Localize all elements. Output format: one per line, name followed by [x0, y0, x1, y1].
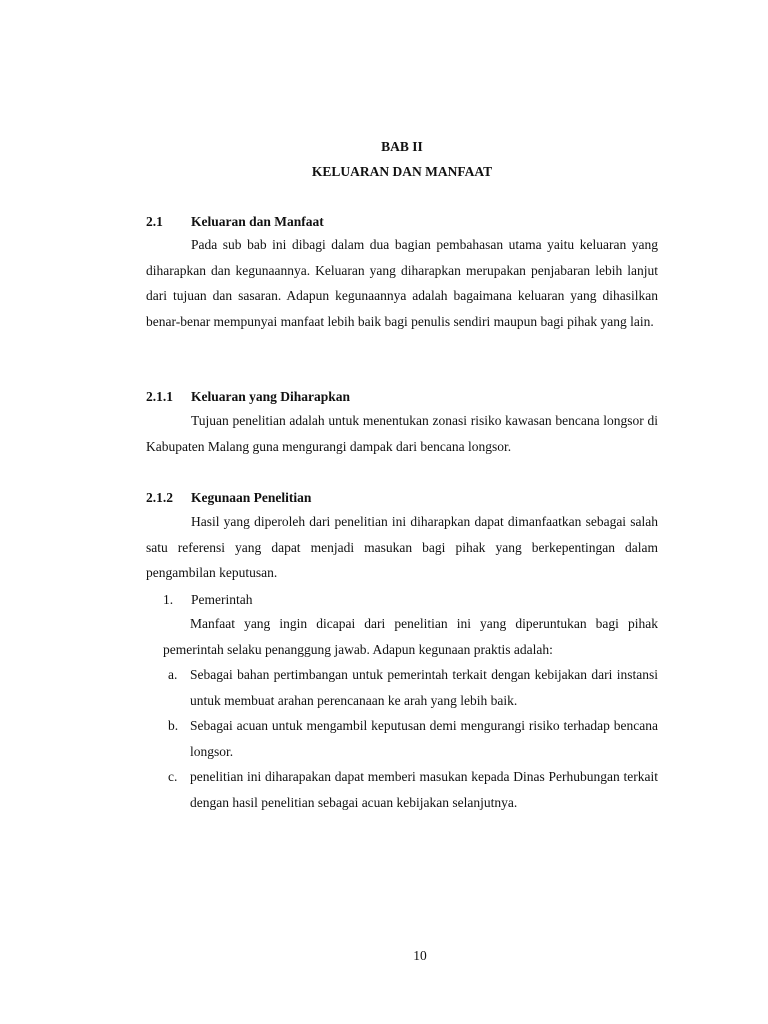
sub-list-item-a — [168, 662, 658, 713]
chapter-label: BAB II — [381, 139, 423, 154]
sub-list-text: penelitian ini diharapakan dapat memberi masukan kepada Dinas Perhubungan terkait dengan hasil penelitian sebagai acuan kebijakan selanjutnya. — [190, 769, 658, 810]
list-number: 1. — [163, 592, 174, 607]
page-number: 10 — [413, 948, 427, 963]
sub-list-item-b — [168, 713, 658, 764]
sub-list-item-c — [168, 764, 658, 815]
list-title: Pemerintah — [191, 592, 253, 607]
sub-list-text: Sebagai acuan untuk mengambil keputusan demi mengurangi risiko terhadap bencana longsor. — [190, 718, 658, 759]
sub-list-text: Sebagai bahan pertimbangan untuk pemerintah terkait dengan kebijakan dari instansi untuk membuat arahan perencanaan ke arah yang lebih baik. — [190, 667, 658, 708]
list-item-body: Manfaat yang ingin dicapai dari penelitian ini yang diperuntukan bagi pihak pemerintah selaku penanggung jawab. Adapun kegunaan praktis adalah: — [163, 616, 658, 657]
section-number: 2.1.2 — [146, 490, 173, 505]
section-title: Kegunaan Penelitian — [191, 490, 312, 505]
sub-list-marker: c. — [168, 769, 178, 784]
section-number: 2.1.1 — [146, 389, 173, 404]
sub-list-marker: b. — [168, 718, 179, 733]
chapter-title: KELUARAN DAN MANFAAT — [311, 164, 493, 179]
section-number: 2.1 — [146, 214, 163, 229]
section-2-1-1-body: Tujuan penelitian adalah untuk menentukan zonasi risiko kawasan bencana longsor di Kabupaten Malang guna mengurangi dampak dari bencana longsor. — [146, 413, 658, 454]
sub-list-marker: a. — [168, 667, 178, 682]
section-title: Keluaran dan Manfaat — [191, 214, 324, 229]
section-2-1-body: Pada sub bab ini dibagi dalam dua bagian pembahasan utama yaitu keluaran yang diharapkan dan kegunaannya. Keluaran yang diharapkan merupakan penjabaran lebih lanjut dari tujuan dan sasaran. Adapun kegunaannya adalah bagaimana keluaran yang dihasilkan benar-benar mempunyai manfaat lebih baik bagi penulis sendiri maupun bagi pihak yang lain. — [146, 237, 658, 329]
section-2-1-2-body: Hasil yang diperoleh dari penelitian ini diharapkan dapat dimanfaatkan sebagai salah satu referensi yang dapat menjadi masukan bagi pihak yang berkepentingan dalam pengambilan keputusan. — [146, 514, 658, 581]
section-title: Keluaran yang Diharapkan — [191, 389, 351, 404]
